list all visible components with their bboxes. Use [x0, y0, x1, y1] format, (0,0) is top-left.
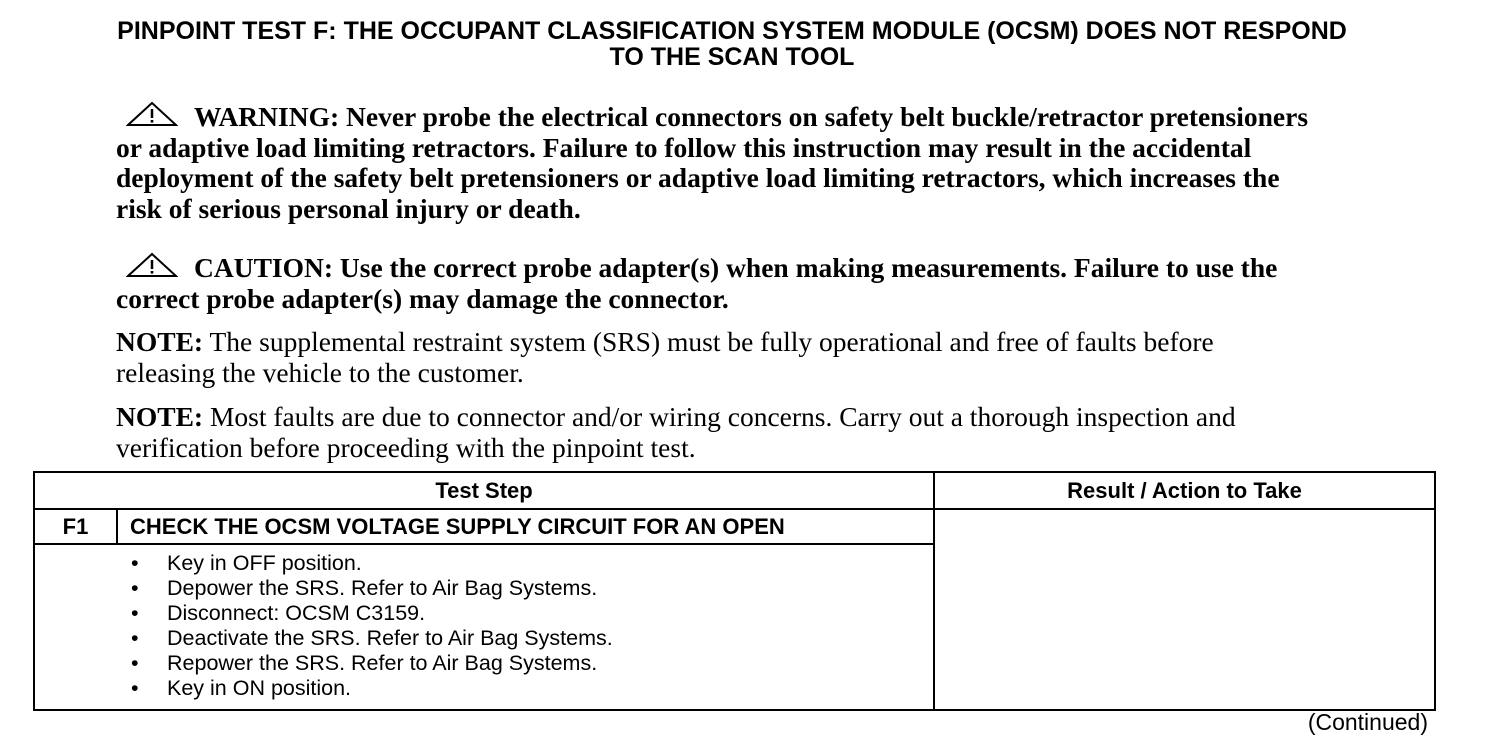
caution-label: CAUTION:	[194, 252, 334, 283]
header-test-step: Test Step	[34, 472, 934, 509]
bullet-icon: •	[131, 651, 139, 675]
caution-block	[116, 252, 1316, 314]
note-text: The supplemental restraint system (SRS) must be fully operational and free of faults before releasing the vehicle to the customer.	[116, 326, 1214, 388]
bullet-icon: •	[131, 676, 139, 700]
bullet-icon: •	[131, 576, 139, 600]
list-item: • Key in OFF position.	[131, 551, 362, 575]
list-item: • Disconnect: OCSM C3159.	[131, 601, 426, 625]
title-line-2: TO THE SCAN TOOL	[609, 43, 855, 71]
warning-block	[116, 101, 1316, 224]
title-line-1: PINPOINT TEST F: THE OCCUPANT CLASSIFICATION SYSTEM MODULE (OCSM) DOES NOT RESPOND	[117, 17, 1347, 45]
header-result-action: Result / Action to Take	[934, 472, 1435, 509]
step-title: CHECK THE OCSM VOLTAGE SUPPLY CIRCUIT FOR AN OPEN	[117, 509, 934, 544]
list-item: • Repower the SRS. Refer to Air Bag Systems.	[131, 651, 598, 675]
bullet-icon: •	[131, 626, 139, 650]
note-faults	[116, 402, 1316, 463]
list-item: • Deactivate the SRS. Refer to Air Bag Systems.	[131, 626, 613, 650]
note-text: Most faults are due to connector and/or wiring concerns. Carry out a thorough inspection and verification before proceeding with the pinpoint test.	[116, 401, 1236, 463]
instruction-list	[35, 551, 933, 701]
continued-label: (Continued)	[1307, 709, 1428, 735]
result-cell	[934, 509, 1435, 710]
caution-text: Use the correct probe adapter(s) when making measurements. Failure to use the correct probe adapter(s) may damage the connector.	[116, 252, 1278, 314]
list-item: • Depower the SRS. Refer to Air Bag Systems.	[131, 576, 598, 600]
note-label: NOTE:	[116, 401, 204, 432]
page-title	[20, 18, 1444, 70]
step-instructions	[34, 544, 934, 710]
caution-triangle-icon	[126, 252, 178, 278]
pinpoint-test-table	[33, 471, 1436, 711]
warning-text: Never probe the electrical connectors on safety belt buckle/retractor pretensioners or adaptive load limiting retractors. Failure to follow this instruction may result in the accidental deployment of the safety belt pretensioners or adaptive load limiting retractors, which increases the risk of serious personal injury or death.	[116, 101, 1309, 224]
note-label: NOTE:	[116, 326, 204, 357]
bullet-icon: •	[131, 551, 139, 575]
warning-triangle-icon	[126, 101, 178, 127]
warning-label: WARNING:	[194, 101, 340, 132]
bullet-icon: •	[131, 601, 139, 625]
list-item: • Key in ON position.	[131, 676, 352, 700]
step-id: F1	[34, 509, 117, 544]
note-srs	[116, 327, 1316, 388]
